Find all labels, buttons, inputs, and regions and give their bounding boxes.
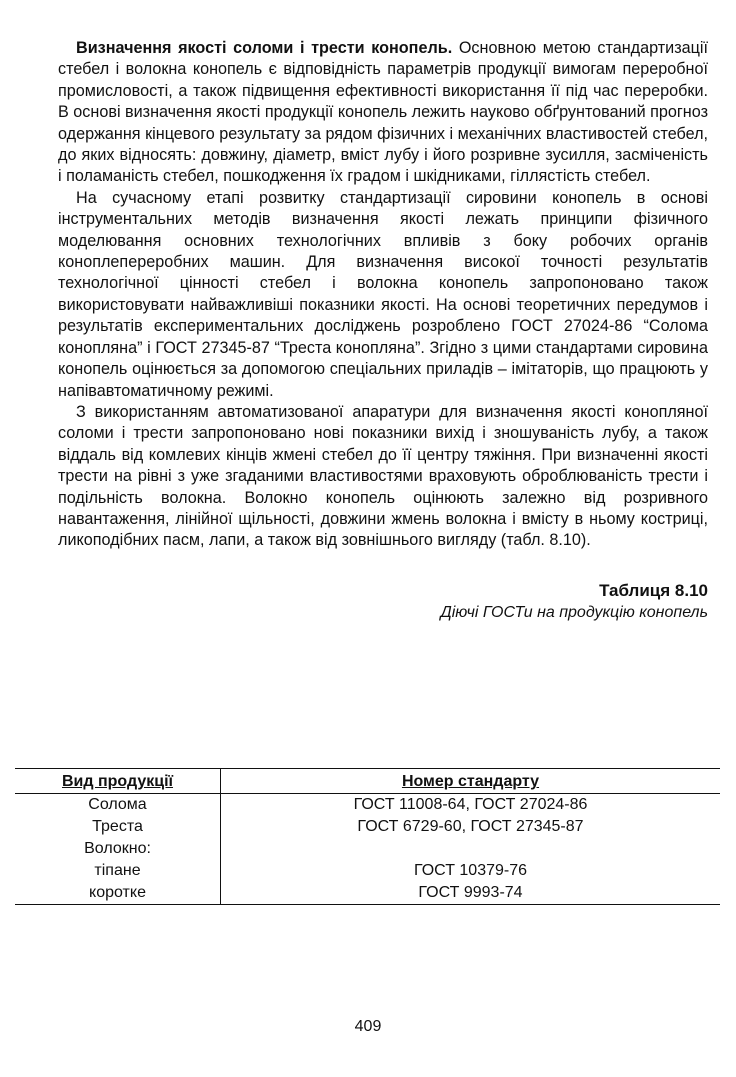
cell-standard: ГОСТ 6729-60, ГОСТ 27345-87 — [357, 818, 584, 835]
cell-product: Волокно: — [15, 838, 221, 860]
table-row — [15, 860, 720, 882]
paragraph-1 — [58, 38, 708, 188]
paragraph-lead: Визначення якості соломи і трести конопель. — [76, 39, 453, 57]
table-row — [15, 838, 720, 860]
standards-table — [15, 768, 720, 905]
table-row — [15, 794, 720, 817]
table-row — [15, 882, 720, 905]
cell-standard: ГОСТ 10379-76 — [413, 862, 528, 879]
paragraph-text: Основною метою стандартизації стебел і волокна конопель є відповідність параметрів продукції вимогам переробної промисловості, а також підвищення ефективності використання її під час переробки. В основі визначення якості продукції конопель лежить науково обґрунтований прогноз одержання кінцевого результату за рядом фізичних і механічних властивостей стебел, до яких відносять: довжину, діаметр, вміст лубу і його розривне зусилля, засміченість і поламаність стебел, пошкодження їх градом і шкідниками, гіллястість стебел. — [58, 39, 709, 186]
cell-standard: ГОСТ 11008-64, ГОСТ 27024-86 — [353, 796, 588, 813]
page-content — [58, 38, 708, 624]
page-number: 409 — [354, 1018, 382, 1035]
cell-product: коротке — [15, 882, 221, 905]
cell-product: Треста — [15, 816, 221, 838]
table-title: Діючі ГОСТи на продукцію конопель — [440, 603, 708, 621]
table-row — [15, 816, 720, 838]
cell-standard — [221, 838, 721, 860]
cell-standard: ГОСТ 9993-74 — [221, 882, 721, 905]
paragraph-3: З використанням автоматизованої апаратури для визначення якості конопляної соломи і трести запропоновано нові показники вихід і зношуваність лубу, а також віддаль від комлевих кінців жмені стебел до її центру тяжіння. При визначенні якості трести на рівні з уже згаданими властивостями враховують оброблюваність трести і подільність волокна. Волокно конопель оцінюють залежно від розривного навантаження, лінійної щільності, довжини жмень волокна і вмісту в ньому костриці, ликоподібних пасм, лапи, а також від зовнішнього вигляду (табл. 8.10). — [58, 402, 708, 550]
table-caption — [58, 580, 708, 624]
table-label: Таблиця 8.10 — [599, 580, 708, 600]
paragraph-2: На сучасному етапі розвитку стандартизації сировини конопель в основі інструментальних методів визначення якості лежать принципи фізичного моделювання основних технологічних впливів з боку робочих органів коноплепереробних машин. Для визначення високої точності результатів технологічної цінності стебел і волокна конопель запропоновано також використовувати найважливіші показники якості. На основі теоретичних передумов і результатів експериментальних досліджень розроблено ГОСТ 27024-86 “Солома конопляна” і ГОСТ 27345-87 “Треста конопляна”. Згідно з цими стандартами сировина конопель оцінюється за допомогою спеціальних приладів – імітаторів, що працюють у напівавтоматичному режимі. — [58, 188, 708, 400]
table-header-row — [15, 769, 720, 794]
header-standard-number: Номер стандарту — [221, 769, 721, 794]
header-product-type: Вид продукції — [15, 769, 221, 794]
cell-product: тіпане — [15, 860, 221, 882]
cell-product: Солома — [15, 794, 221, 817]
